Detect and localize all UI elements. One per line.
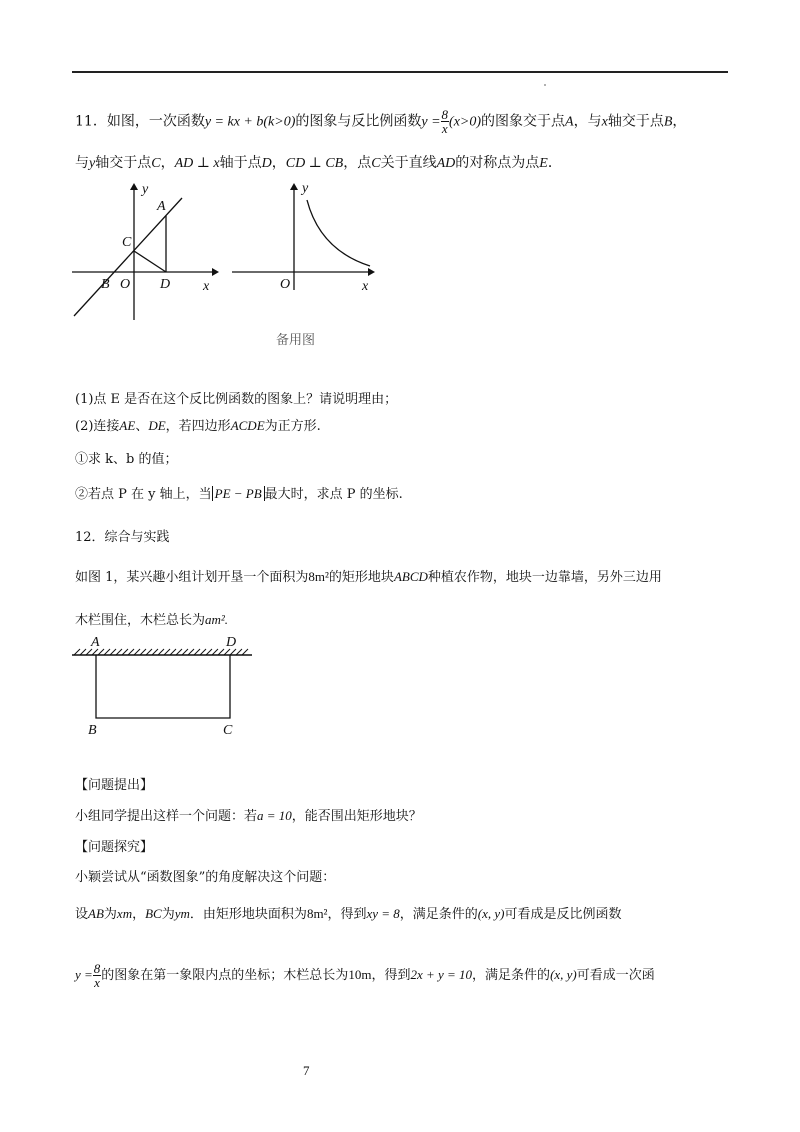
label-D: D (160, 277, 171, 292)
q11-figure-spare (228, 178, 388, 348)
label-C: C (122, 235, 132, 250)
label-O: O (120, 277, 131, 292)
q11-sub2: (2)连接AE、DE，若四边形ACDE为正方形. (75, 418, 321, 434)
q12-para6: y = $\frac{8}{x}$ 的图象在第一象限内点的坐标；木栏总长为10m，得到2x + y = 10，满足条件的(x, y)可看成一次函 (75, 961, 655, 990)
reciprocal-curve (307, 200, 370, 266)
spare-figure-caption: 备用图 (276, 333, 316, 348)
fraction-8-over-x: $\frac{8}{x}$ (441, 107, 449, 136)
x-axis-arrow (368, 268, 375, 276)
label-y: y (142, 182, 149, 197)
label-D: D (226, 635, 237, 650)
header-rule (72, 71, 728, 73)
label-A: A (91, 635, 100, 650)
y-axis-arrow (130, 183, 138, 190)
label-C: C (223, 723, 233, 738)
label-A: A (157, 199, 166, 214)
segment-CD (134, 251, 166, 272)
label-y: y (302, 181, 309, 196)
fraction-8-over-x: $\frac{8}{x}$ (93, 961, 101, 990)
q11-line2: 与y轴交于点C，AD ⊥ x轴于点D，CD ⊥ CB，点C关于直线AD的对称点为点E． (75, 155, 562, 171)
q12-heading-problem: 【问题提出】 (75, 778, 154, 793)
q11-sub2-2: ②若点 P 在 y 轴上，当 PE − PB 最大时，求点 P 的坐标. (75, 486, 403, 502)
q12-heading: 12．综合与实践 (75, 530, 170, 545)
q12-para1: 如图 1，某兴趣小组计划开垦一个面积为8m²的矩形地块ABCD种植农作物，地块一边靠墙，另外三边用 (75, 569, 662, 585)
speck (544, 84, 546, 86)
q12-para5: 设AB为xm，BC为ym．由矩形地块面积为8m²，得到xy = 8，满足条件的(x, y)可看成是反比例函数 (75, 906, 622, 922)
label-O: O (280, 277, 291, 292)
q11-figure-main (70, 178, 220, 328)
q12-para4: 小颖尝试从“函数图象”的角度解决这个问题： (75, 870, 336, 885)
page-number: 7 (303, 1063, 310, 1078)
q12-para3: 小组同学提出这样一个问题：若a = 10，能否围出矩形地块？ (75, 808, 422, 824)
perp-ad-x: AD ⊥ x (174, 156, 220, 171)
linear-function: y = kx + b (204, 114, 264, 130)
q12-heading-explore: 【问题探究】 (75, 840, 154, 855)
label-x: x (362, 279, 369, 294)
q11-line1: 11．如图，一次函数y = kx + b(k>0)的图象与反比例函数y = $\frac{8}{x}$ (x>0)的图象交于点A，与x轴交于点B， (75, 107, 687, 136)
q11-sub1: (1)点 E 是否在这个反比例函数的图象上？请说明理由； (75, 392, 398, 407)
absolute-value-expression: PE − PB (212, 486, 265, 501)
y-axis-arrow (290, 183, 298, 190)
q11-number: 11． (75, 113, 107, 130)
wall-hatching (74, 649, 248, 655)
q12-para2: 木栏围住，木栏总长为am². (75, 612, 229, 628)
fence-rectangle (96, 655, 230, 718)
label-B: B (101, 277, 110, 292)
label-B: B (88, 723, 97, 738)
label-x: x (203, 279, 210, 294)
x-axis-arrow (212, 268, 219, 276)
q11-sub2-1: ①求 k、b 的值； (75, 452, 178, 467)
q12-figure (70, 630, 260, 740)
perp-cd-cb: CD ⊥ CB (285, 156, 344, 171)
